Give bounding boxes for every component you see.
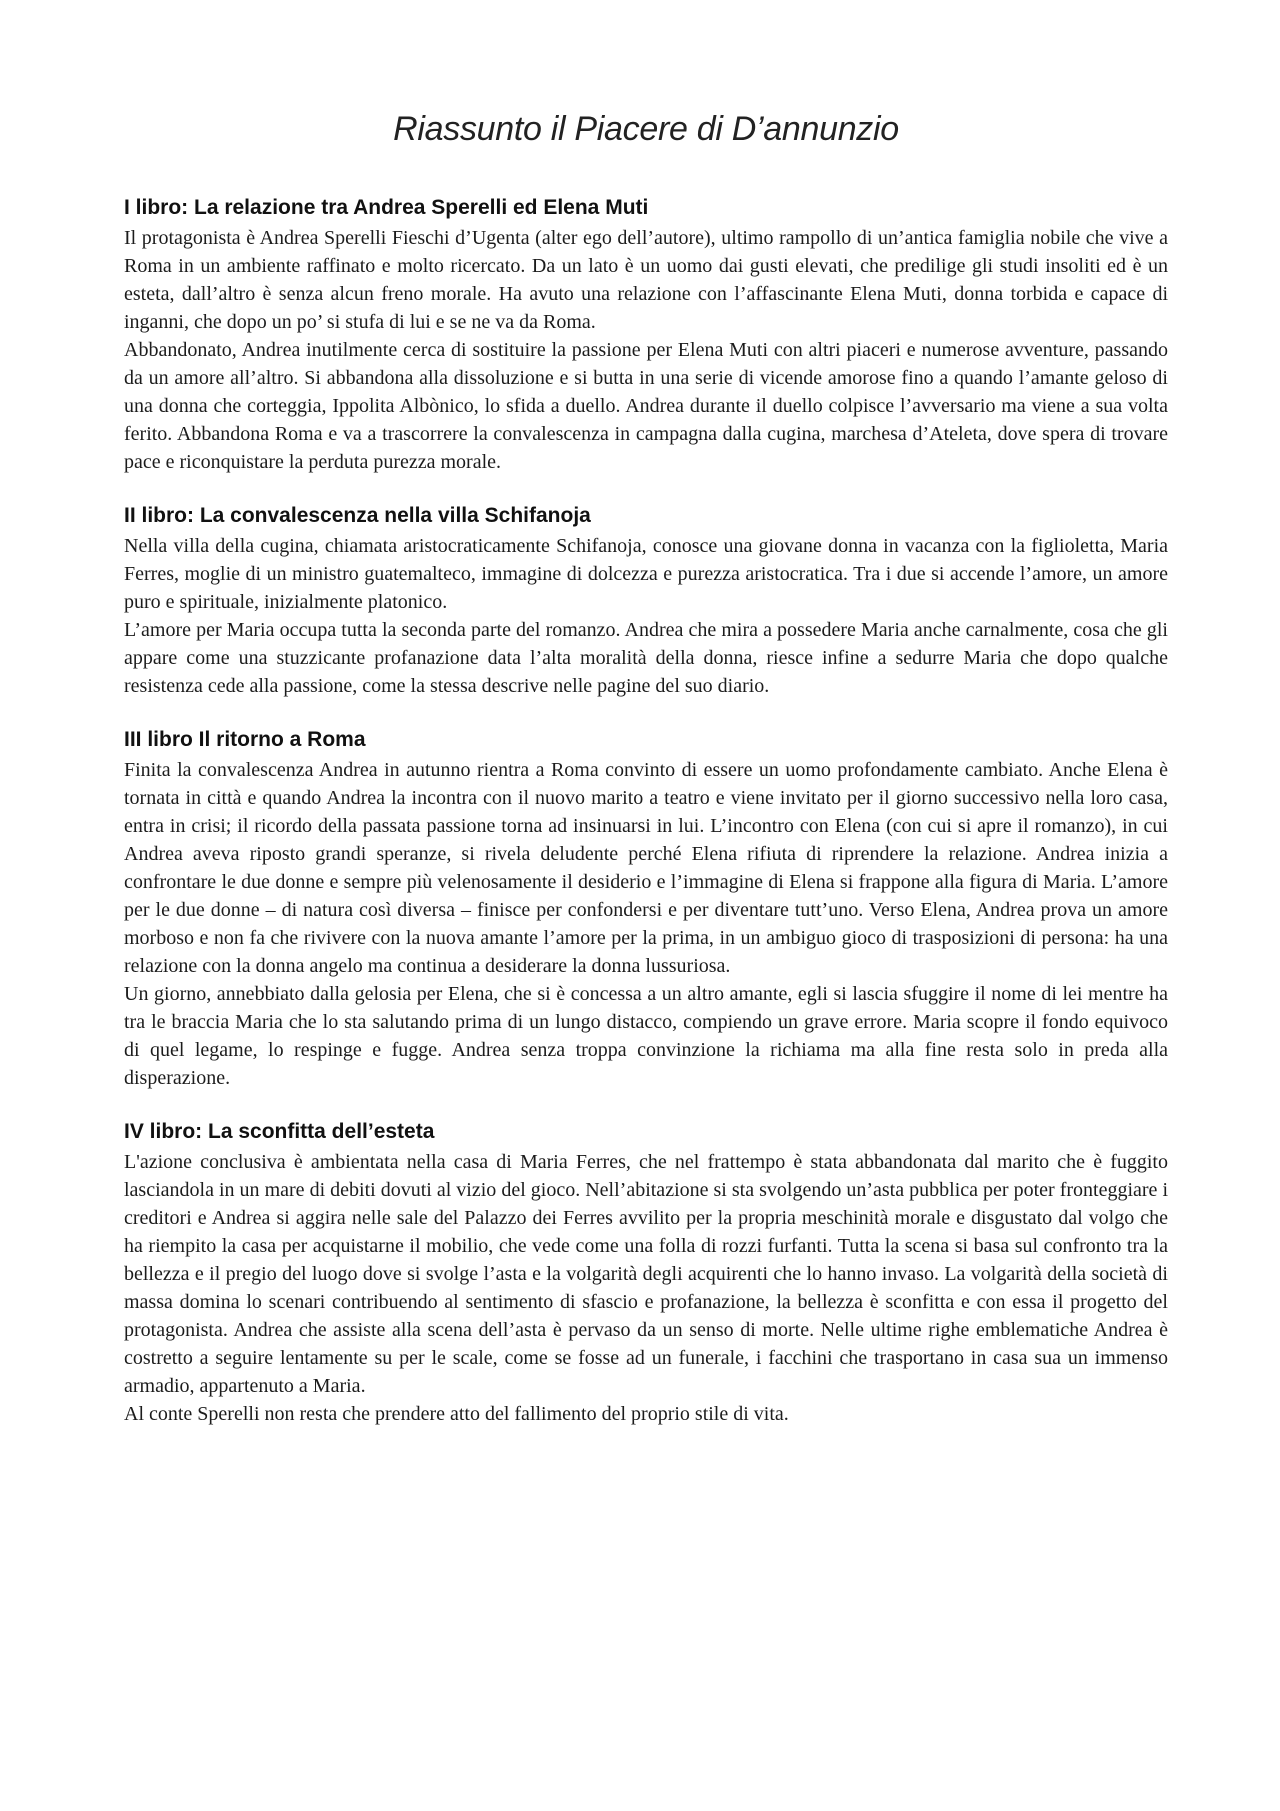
paragraph: Al conte Sperelli non resta che prendere atto del fallimento del proprio stile di vita.	[124, 1403, 789, 1425]
section-heading: I libro: La relazione tra Andrea Sperelli ed Elena Muti	[124, 196, 649, 219]
document-title: Riassunto il Piacere di D’annunzio	[393, 110, 899, 148]
section-book-4	[124, 1119, 1168, 1428]
paragraph: Nella villa della cugina, chiamata aristocraticamente Schifanoja, conosce una giovane donna in vacanza con la figlioletta, Maria Ferres, moglie di un ministro guatemalteco, immagine di dolcezza e purezza aristocratica. Tra i due si accende l’amore, un amore puro e spirituale, inizialmente platonico.	[124, 535, 1168, 613]
paragraph: L'azione conclusiva è ambientata nella casa di Maria Ferres, che nel frattempo è stata abbandonata dal marito che è fuggito lasciandola in un mare di debiti dovuti al vizio del gioco. Nell’abitazione si sta svolgendo un’asta pubblica per poter fronteggiare i creditori e Andrea si aggira nelle sale del Palazzo dei Ferres avvilito per la propria meschinità morale e disgustato dal volgo che ha riempito la casa per acquistarne il mobilio, che vede come una folla di rozzi furfanti. Tutta la scena si basa sul confronto tra la bellezza e il pregio del luogo dove si svolge l’asta e la volgarità degli acquirenti che lo hanno invaso. La volgarità della società di massa domina lo scenari contribuendo al sentimento di sfascio e profanazione, la bellezza è sconfitta e con essa il progetto del protagonista. Andrea che assiste alla scena dell’asta è pervaso da un senso di morte. Nelle ultime righe emblematiche Andrea è costretto a seguire lentamente su per le scale, come se fosse ad un funerale, i facchini che trasportano in casa sua un immenso armadio, appartenuto a Maria.	[124, 1151, 1168, 1397]
paragraph: Un giorno, annebbiato dalla gelosia per Elena, che si è concessa a un altro amante, egli si lascia sfuggire il nome di lei mentre ha tra le braccia Maria che lo sta salutando prima di un lungo distacco, compiendo un grave errore. Maria scopre il fondo equivoco di quel legame, lo respinge e fugge. Andrea senza troppa convinzione la richiama ma alla fine resta solo in preda alla disperazione.	[124, 983, 1168, 1089]
section-heading: IV libro: La sconfitta dell’esteta	[124, 1120, 435, 1143]
section-book-1	[124, 195, 1168, 476]
section-book-2	[124, 503, 1168, 700]
section-heading: II libro: La convalescenza nella villa Schifanoja	[124, 504, 591, 527]
paragraph: Finita la convalescenza Andrea in autunno rientra a Roma convinto di essere un uomo profondamente cambiato. Anche Elena è tornata in città e quando Andrea la incontra con il nuovo marito a teatro e viene invitato per il giorno successivo nella loro casa, entra in crisi; il ricordo della passata passione torna ad insinuarsi in lui. L’incontro con Elena (con cui si apre il romanzo), in cui Andrea aveva riposto grandi speranze, si rivela deludente perché Elena rifiuta di riprendere la relazione. Andrea inizia a confrontare le due donne e sempre più velenosamente il desiderio e l’immagine di Elena si frappone alla figura di Maria. L’amore per le due donne – di natura così diversa – finisce per confondersi e per diventare tutt’uno. Verso Elena, Andrea prova un amore morboso e non fa che rivivere con la nuova amante l’amore per la prima, in un ambiguo gioco di trasposizioni di persona: ha una relazione con la donna angelo ma continua a desiderare la donna lussuriosa.	[124, 759, 1168, 977]
paragraph: Abbandonato, Andrea inutilmente cerca di sostituire la passione per Elena Muti con altri piaceri e numerose avventure, passando da un amore all’altro. Si abbandona alla dissoluzione e si butta in una serie di vicende amorose fino a quando l’amante geloso di una donna che corteggia, Ippolita Albònico, lo sfida a duello. Andrea durante il duello colpisce l’avversario ma viene a sua volta ferito. Abbandona Roma e va a trascorrere la convalescenza in campagna dalla cugina, marchesa d’Ateleta, dove spera di trovare pace e riconquistare la perduta purezza morale.	[124, 339, 1168, 473]
section-book-3	[124, 727, 1168, 1092]
section-heading: III libro Il ritorno a Roma	[124, 728, 366, 751]
document-page	[124, 110, 1168, 1455]
paragraph: L’amore per Maria occupa tutta la seconda parte del romanzo. Andrea che mira a possedere Maria anche carnalmente, cosa che gli appare come una stuzzicante profanazione data l’alta moralità della donna, riesce infine a sedurre Maria che dopo qualche resistenza cede alla passione, come la stessa descrive nelle pagine del suo diario.	[124, 619, 1168, 697]
paragraph: Il protagonista è Andrea Sperelli Fieschi d’Ugenta (alter ego dell’autore), ultimo rampollo di un’antica famiglia nobile che vive a Roma in un ambiente raffinato e molto ricercato. Da un lato è un uomo dai gusti elevati, che predilige gli studi insoliti ed è un esteta, dall’altro è senza alcun freno morale. Ha avuto una relazione con l’affascinante Elena Muti, donna torbida e capace di inganni, che dopo un po’ si stufa di lui e se ne va da Roma.	[124, 227, 1168, 333]
